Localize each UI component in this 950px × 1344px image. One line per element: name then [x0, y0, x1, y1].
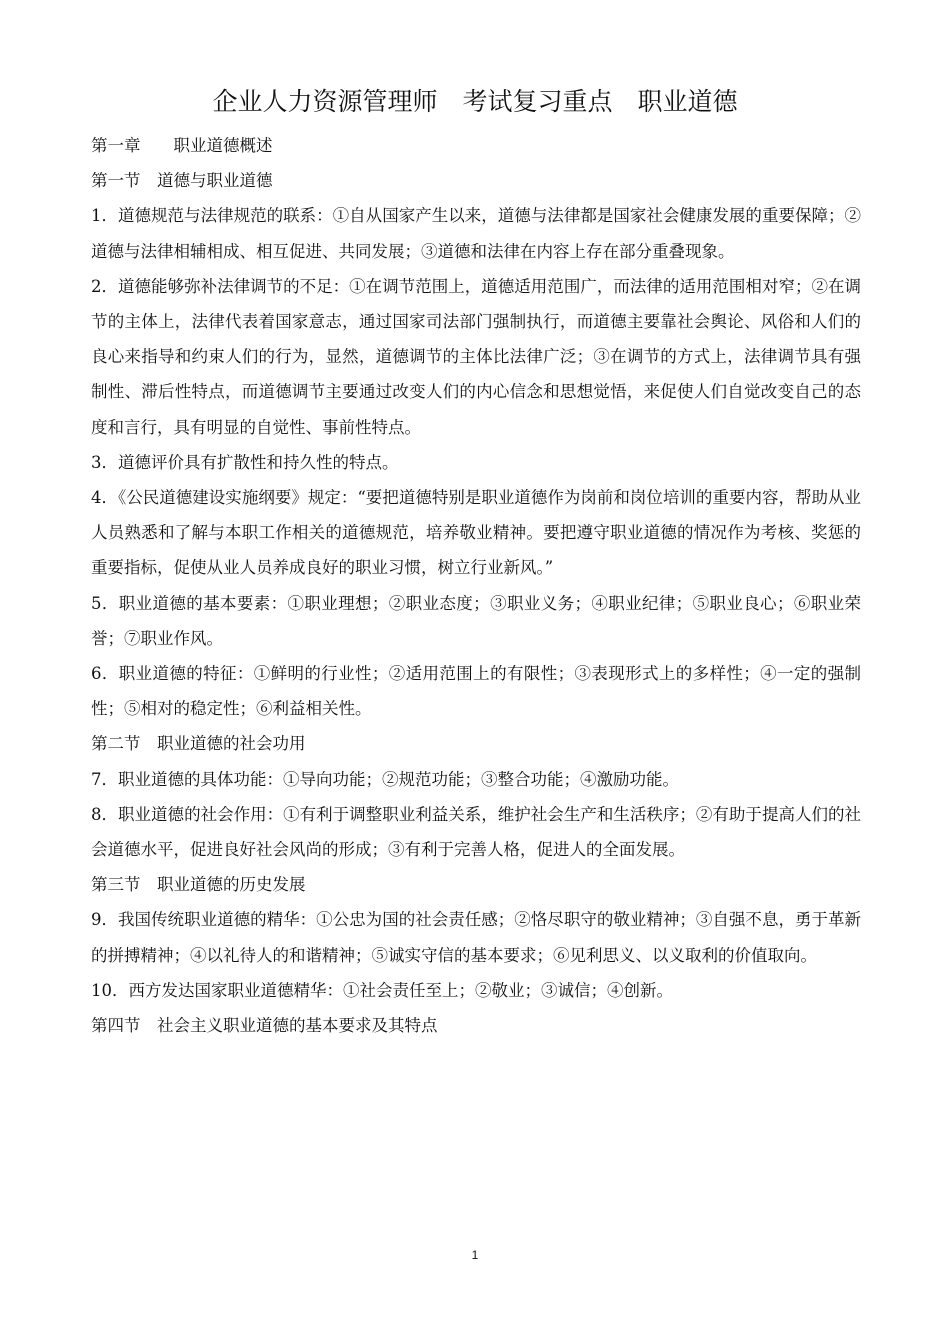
page-number: 1 — [471, 1248, 479, 1262]
list-item: 10．西方发达国家职业道德精华：①社会责任至上；②敬业；③诚信；④创新。 — [91, 980, 673, 1000]
document-body — [91, 128, 861, 1043]
section-heading: 第三节 职业道德的历史发展 — [91, 875, 306, 895]
section-heading: 第四节 社会主义职业道德的基本要求及其特点 — [91, 1016, 438, 1036]
list-item: 1．道德规范与法律规范的联系：①自从国家产生以来，道德与法律都是国家社会健康发展的重要保障；②道德与法律相辅相成、相互促进、共同发展；③道德和法律在内容上存在部分重叠现象。 — [91, 206, 861, 261]
list-item: 8．职业道德的社会作用：①有利于调整职业利益关系，维护社会生产和生活秩序；②有助于提高人们的社会道德水平，促进良好社会风尚的形成；③有利于完善人格，促进人的全面发展。 — [91, 804, 861, 860]
list-item: 6．职业道德的特征：①鲜明的行业性；②适用范围上的有限性；③表现形式上的多样性；④一定的强制性；⑤相对的稳定性；⑥利益相关性。 — [91, 664, 861, 719]
section-heading: 第一章 职业道德概述 — [91, 136, 273, 155]
document-title: 企业人力资源管理师 考试复习重点 职业道德 — [212, 87, 738, 116]
section-heading: 第一节 道德与职业道德 — [91, 171, 273, 191]
section-heading: 第二节 职业道德的社会功用 — [91, 734, 306, 754]
list-item: 9．我国传统职业道德的精华：①公忠为国的社会责任感；②恪尽职守的敬业精神；③自强不息，勇于革新的拼搏精神；④以礼待人的和谐精神；⑤诚实守信的基本要求；⑥见利思义、以义取利的价值取向。 — [91, 910, 861, 965]
list-item: 2．道德能够弥补法律调节的不足：①在调节范围上，道德适用范围广，而法律的适用范围相对窄；②在调节的主体上，法律代表着国家意志，通过国家司法部门强制执行，而道德主要靠社会舆论、风俗和人们的良心来指导和约束人们的行为，显然，道德调节的主体比法律广泛；③在调节的方式上，法律调节具有强制性、滞后性特点，而道德调节主要通过改变人们的内心信念和思想觉悟，来促使人们自觉改变自己的态度和言行，具有明显的自觉性、事前性特点。 — [91, 276, 861, 437]
list-item: 7．职业道德的具体功能：①导向功能；②规范功能；③整合功能；④激励功能。 — [91, 769, 679, 789]
list-item: 4．《公民道德建设实施纲要》规定：“要把道德特别是职业道德作为岗前和岗位培训的重要内容，帮助从业人员熟悉和了解与本职工作相关的道德规范，培养敬业精神。要把遵守职业道德的情况作为考核、奖惩的重要指标，促使从业人员养成良好的职业习惯，树立行业新风。” — [91, 488, 861, 578]
list-item: 5．职业道德的基本要素：①职业理想；②职业态度；③职业义务；④职业纪律；⑤职业良心；⑥职业荣誉；⑦职业作风。 — [91, 593, 861, 648]
list-item: 3．道德评价具有扩散性和持久性的特点。 — [91, 452, 399, 472]
